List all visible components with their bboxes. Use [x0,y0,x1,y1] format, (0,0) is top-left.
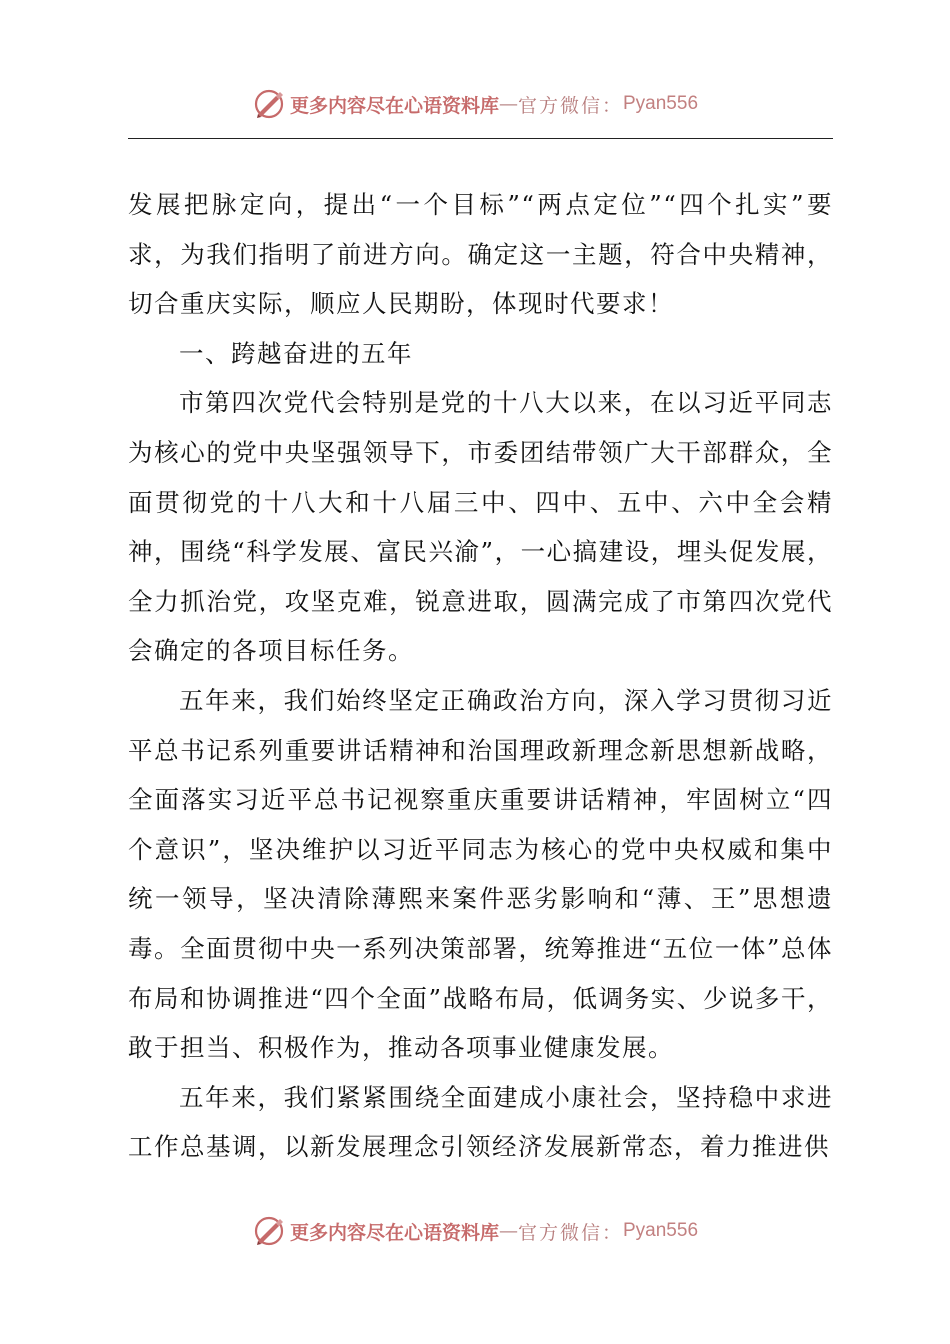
watermark-wechat-id: Pyan556 [623,93,699,114]
watermark-label: 官方微信： [517,1221,623,1244]
pen-logo-icon [252,87,286,121]
paragraph-continuation: 发展把脉定向，提出“一个目标”“两点定位”“四个扎实”要求，为我们指明了前进方向。确定这一主题，符合中央精神，切合重庆实际，顺应人民期盼，体现时代要求！ [128,190,833,319]
watermark-brand: 更多内容尽在心语资料库 [289,94,499,117]
header-divider [128,138,833,139]
watermark-separator: — [498,93,518,115]
watermark-label: 官方微信： [517,94,623,117]
header-watermark [0,84,950,124]
document-body [128,180,833,1172]
section-heading: 一、跨越奋进的五年 [179,338,413,368]
paragraph: 五年来，我们始终坚定正确政治方向，深入学习贯彻习近平总书记系列重要讲话精神和治国理政新理念新思想新战略，全面落实习近平总书记视察重庆重要讲话精神，牢固树立“四个意识”，坚决维护以习近平同志为核心的党中央权威和集中统一领导，坚决清除薄熙来案件恶劣影响和“薄、王”思想遗毒。全面贯彻中央一系列决策部署，统筹推进“五位一体”总体布局和协调推进“四个全面”战略布局，低调务实、少说多干，敢于担当、积极作为，推动各项事业健康发展。 [128,685,833,1063]
footer-watermark [0,1211,950,1251]
paragraph: 五年来，我们紧紧围绕全面建成小康社会，坚持稳中求进工作总基调，以新发展理念引领经济发展新常态，着力推进供 [128,1082,833,1162]
watermark-separator: — [498,1220,518,1242]
watermark-brand: 更多内容尽在心语资料库 [289,1221,499,1244]
paragraph: 市第四次党代会特别是党的十八大以来，在以习近平同志为核心的党中央坚强领导下，市委团结带领广大干部群众，全面贯彻党的十八大和十八届三中、四中、五中、六中全会精神，围绕“科学发展、富民兴渝”，一心搞建设，埋头促发展，全力抓治党，攻坚克难，锐意进取，圆满完成了市第四次党代会确定的各项目标任务。 [128,388,833,666]
watermark-wechat-id: Pyan556 [623,1220,699,1241]
pen-logo-icon [252,1214,286,1248]
